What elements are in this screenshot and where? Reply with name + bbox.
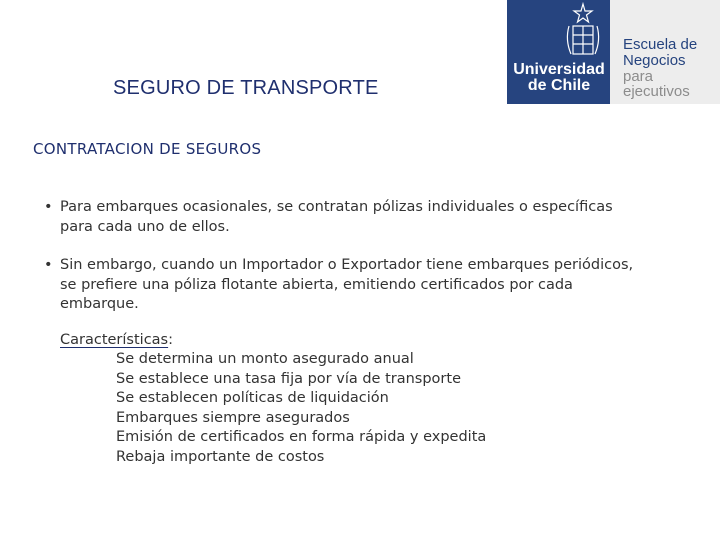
school-line-2: Negocios bbox=[623, 52, 686, 69]
characteristics-list bbox=[116, 350, 486, 467]
university-line-1: Universidad bbox=[513, 61, 605, 78]
school-line-3: para bbox=[623, 68, 654, 85]
characteristic-item: Embarques siempre asegurados bbox=[116, 409, 350, 426]
school-line-1: Escuela de bbox=[623, 36, 698, 53]
characteristics-heading bbox=[60, 331, 173, 351]
university-seal-icon bbox=[561, 2, 605, 60]
characteristic-item: Emisión de certificados en forma rápida y expedita bbox=[116, 429, 487, 445]
school-subtitle bbox=[623, 69, 690, 99]
slide-title: SEGURO DE TRANSPORTE bbox=[113, 77, 379, 99]
characteristic-item: Se determina un monto asegurado anual bbox=[116, 351, 414, 367]
bullet-text: Para embarques ocasionales, se contratan pólizas individuales o específicas para cada uno de ellos. bbox=[60, 199, 613, 235]
characteristic-item: Rebaja importante de costos bbox=[116, 448, 325, 465]
characteristics-colon: : bbox=[168, 332, 173, 348]
bullet-item bbox=[44, 198, 644, 237]
university-name bbox=[510, 62, 608, 94]
section-heading: CONTRATACION DE SEGUROS bbox=[33, 140, 262, 158]
school-name bbox=[623, 37, 697, 69]
bullet-text: Sin embargo, cuando un Importador o Exportador tiene embarques periódicos, se prefiere una póliza flotante abierta, emitiendo certificados por cada embarque. bbox=[60, 257, 634, 312]
school-line-4: ejecutivos bbox=[623, 83, 690, 100]
bullet-icon: • bbox=[44, 257, 53, 273]
characteristic-item: Se establece una tasa fija por vía de transporte bbox=[116, 370, 461, 387]
bullet-icon: • bbox=[44, 199, 53, 215]
characteristics-label: Características bbox=[60, 332, 169, 348]
bullet-item bbox=[44, 256, 644, 315]
characteristic-item: Se establecen políticas de liquidación bbox=[116, 390, 389, 406]
university-line-2: de Chile bbox=[527, 77, 591, 94]
